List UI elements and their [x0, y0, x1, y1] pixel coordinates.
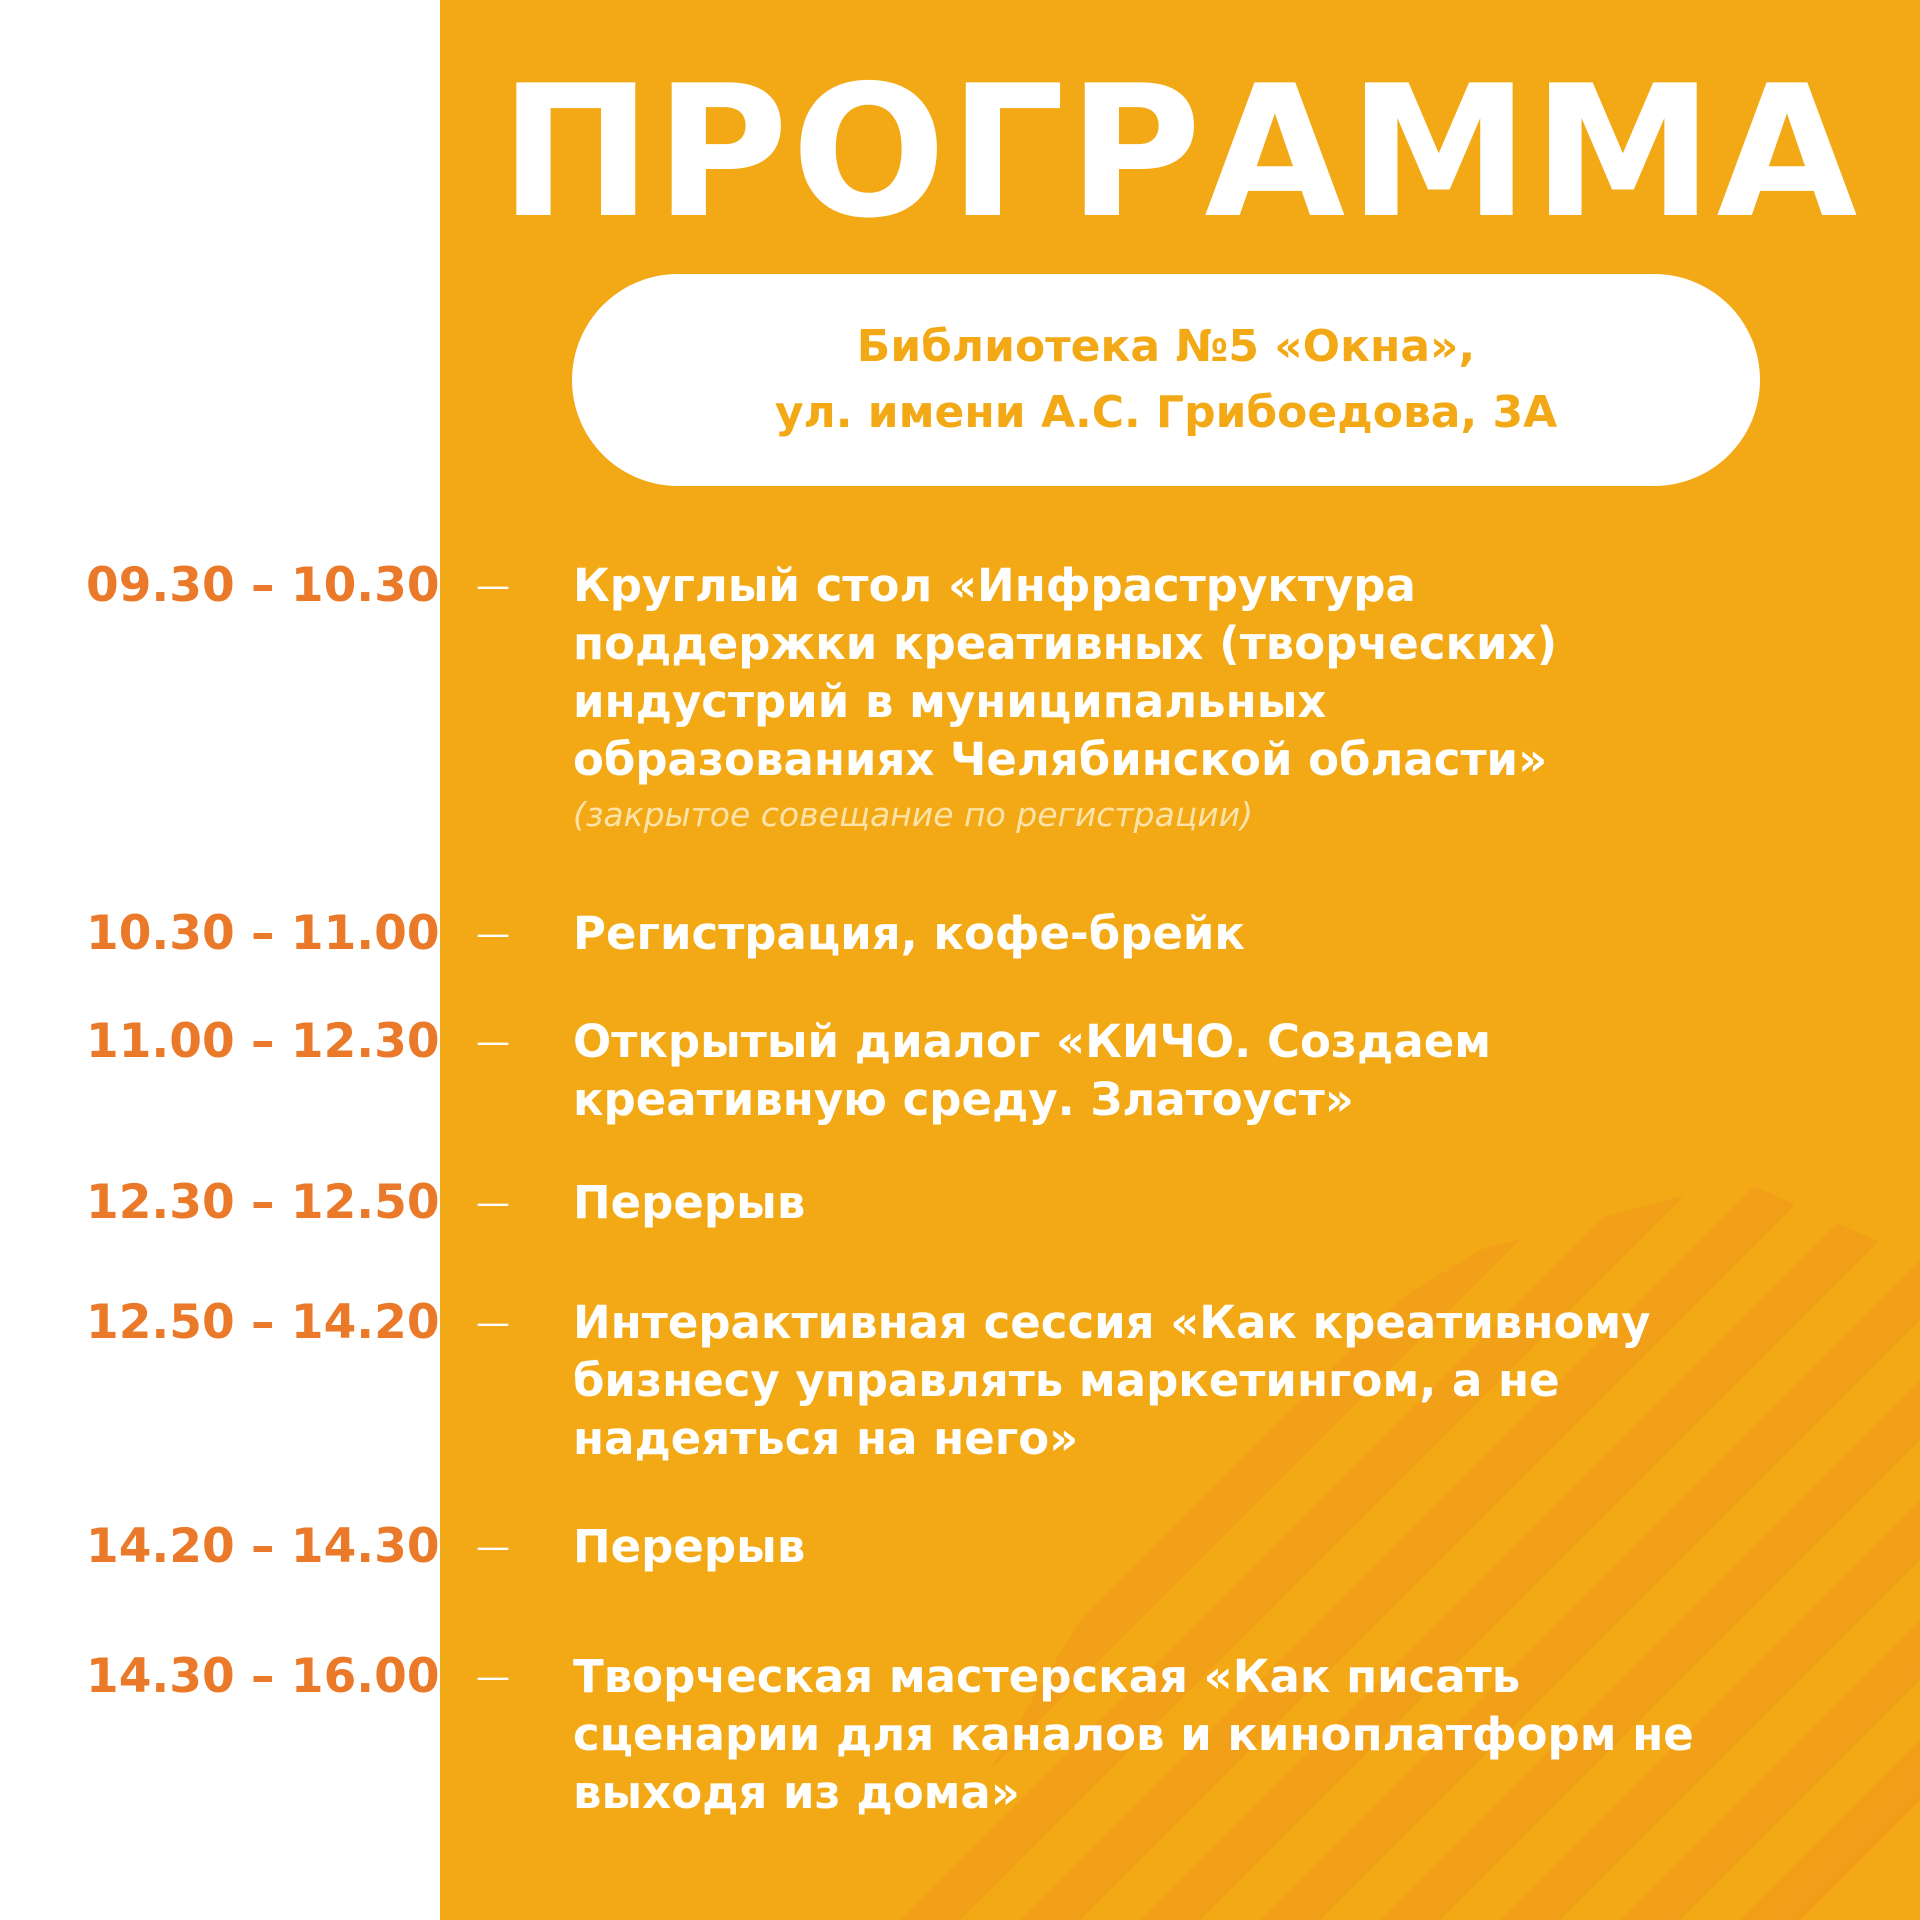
schedule-event [573, 1294, 1873, 1468]
schedule-time: 09.30 – 10.30 [86, 558, 440, 613]
venue-address-badge [572, 274, 1760, 486]
schedule-event [573, 905, 1873, 963]
schedule-event [573, 1013, 1873, 1129]
schedule-time: 14.20 – 14.30 [86, 1519, 440, 1574]
event-title-line: Перерыв [573, 1176, 806, 1229]
dash-separator: — [476, 566, 510, 606]
schedule-time: 11.00 – 12.30 [86, 1014, 440, 1069]
event-title-line: выходя из дома» [573, 1766, 1020, 1819]
dash-separator: — [476, 1657, 510, 1697]
event-title-line: Регистрация, кофе-брейк [573, 907, 1245, 960]
schedule-time: 10.30 – 11.00 [86, 906, 440, 961]
schedule-event [573, 1648, 1873, 1822]
schedule-event [573, 1174, 1873, 1232]
event-title-line: бизнесу управлять маркетингом, а не [573, 1354, 1560, 1407]
event-title-line: поддержки креативных (творческих) [573, 617, 1558, 670]
event-title-line: Открытый диалог «КИЧО. Создаем [573, 1015, 1492, 1068]
schedule-event [573, 1518, 1873, 1576]
event-title-line: индустрий в муниципальных [573, 675, 1327, 728]
schedule-time: 14.30 – 16.00 [86, 1649, 440, 1704]
page-title: ПРОГРАММА [499, 46, 1861, 258]
dash-separator: — [476, 1303, 510, 1343]
schedule-event [573, 557, 1873, 841]
schedule-time: 12.50 – 14.20 [86, 1295, 440, 1350]
venue-name: Библиотека №5 «Окна», [856, 321, 1476, 372]
venue-street: ул. имени А.С. Грибоедова, 3А [774, 387, 1558, 438]
event-title-line: образованиях Челябинской области» [573, 733, 1548, 786]
event-title-line: Перерыв [573, 1520, 806, 1573]
event-title-line: Интерактивная сессия «Как креативному [573, 1296, 1651, 1349]
dash-separator: — [476, 1527, 510, 1567]
schedule-time: 12.30 – 12.50 [86, 1175, 440, 1230]
event-title-line: надеяться на него» [573, 1412, 1079, 1465]
event-note: (закрытое совещание по регистрации) [573, 795, 1254, 834]
dash-separator: — [476, 914, 510, 954]
dash-separator: — [476, 1022, 510, 1062]
event-title-line: Творческая мастерская «Как писать [573, 1650, 1521, 1703]
event-title-line: сценарии для каналов и киноплатформ не [573, 1708, 1694, 1761]
event-title-line: Круглый стол «Инфраструктура [573, 559, 1416, 612]
event-title-line: креативную среду. Златоуст» [573, 1073, 1354, 1126]
dash-separator: — [476, 1183, 510, 1223]
